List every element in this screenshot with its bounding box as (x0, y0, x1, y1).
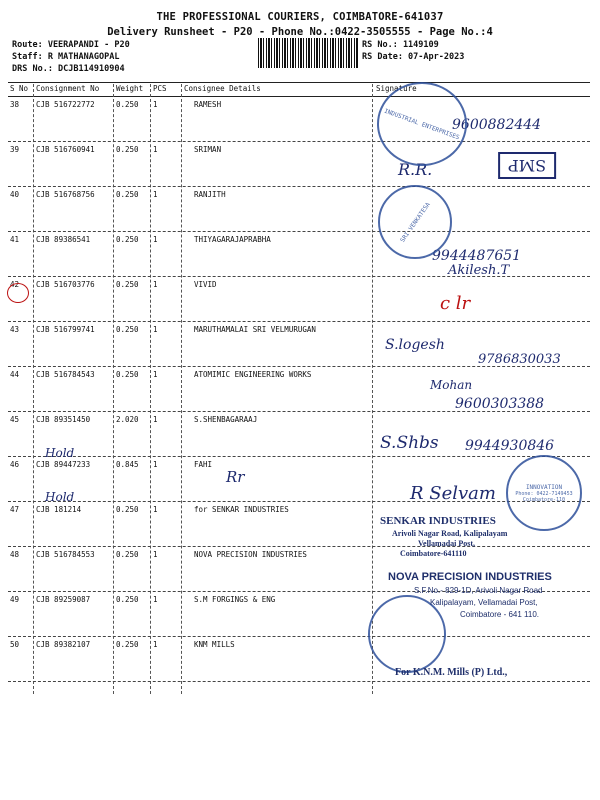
senkar-stamp-address-3: Coimbatore-641110 (400, 549, 467, 558)
row-weight: 0.250 (116, 190, 139, 199)
row-41-name: Akilesh.T (448, 263, 510, 278)
row-consignment-no: CJB 516784543 (36, 370, 95, 379)
row-consignment-no: CJB 181214 (36, 505, 82, 514)
row-weight: 0.250 (116, 550, 139, 559)
row-consignee: FAHI (194, 460, 213, 469)
row-consignment-no: CJB 516768756 (36, 190, 95, 199)
senkar-stamp-address-2: Vellamadai Post, (418, 539, 476, 548)
row-divider (8, 681, 590, 682)
row-sno: 41 (10, 235, 20, 244)
row-divider (8, 546, 590, 547)
row-consignment-no: CJB 516722772 (36, 100, 95, 109)
row-weight: 0.250 (116, 100, 139, 109)
row-divider (8, 456, 590, 457)
table-header (8, 84, 590, 96)
row-pcs: 1 (153, 505, 158, 514)
row-47-signature: R Selvam (410, 483, 496, 504)
row-consignee: for SENKAR INDUSTRIES (194, 505, 289, 514)
row-38-phone: 9600882444 (452, 117, 542, 133)
staff-label: Staff: R MATHANAGOPAL (12, 52, 120, 62)
stamp-city: Coimbatore-110 (522, 496, 566, 503)
row-weight: 0.250 (116, 370, 139, 379)
row-41-phone: 9944487651 (432, 248, 522, 264)
senkar-stamp-address-1: Arivoli Nagar Road, Kalipalayam (392, 529, 508, 538)
row-consignee: NOVA PRECISION INDUSTRIES (194, 550, 307, 559)
row-pcs: 1 (153, 370, 158, 379)
row-consignment-no: CJB 516703776 (36, 280, 95, 289)
row-sno: 40 (10, 190, 20, 199)
row-weight: 0.250 (116, 325, 139, 334)
row-weight: 0.845 (116, 460, 139, 469)
row-consignee: MARUTHAMALAI SRI VELMURUGAN (194, 325, 316, 334)
table-row (8, 190, 590, 235)
row-45-phone: 9944930846 (465, 438, 555, 454)
barcode (258, 38, 358, 68)
table-row (8, 640, 590, 685)
nova-stamp-address-2: Kalipalayam, Vellamadai Post, (430, 598, 538, 607)
row-consignee: RAMESH (194, 100, 222, 109)
row-divider (8, 501, 590, 502)
nova-stamp-address-1: S.F.No.- 829-1D, Arivoli Nagar Road (414, 586, 543, 595)
stamp-phone: Phone: 0422-7149453 (515, 490, 573, 497)
row-consignee: KNM MILLS (194, 640, 235, 649)
col-consignee: Consignee Details (184, 84, 261, 93)
knm-stamp: For K.N.M. Mills (P) Ltd., (395, 667, 508, 678)
row-pcs: 1 (153, 550, 158, 559)
industrial-enterprises-stamp (377, 82, 467, 166)
row-consignee: VIVID (194, 280, 217, 289)
row-pcs: 1 (153, 460, 158, 469)
route-label: Route: VEERAPANDI - P20 (12, 40, 130, 50)
row-pcs: 1 (153, 595, 158, 604)
row-sno: 45 (10, 415, 20, 424)
row-45-signature: S.Shbs (380, 433, 439, 453)
divider (8, 96, 590, 97)
rs-no-label: RS No.: 1149109 (362, 40, 439, 50)
drs-label: DRS No.: DCJB114910904 (12, 64, 125, 74)
col-weight: Weight (116, 84, 144, 93)
nova-stamp-address-3: Coimbatore - 641 110. (460, 610, 540, 619)
row-weight: 0.250 (116, 235, 139, 244)
row-consignee: RANJITH (194, 190, 226, 199)
row-consignment-no: CJB 89447233 (36, 460, 91, 469)
row-pcs: 1 (153, 190, 158, 199)
row-44-name: Mohan (430, 378, 473, 392)
row-pcs: 1 (153, 415, 158, 424)
row-consignee: THIYAGARAJAPRABHA (194, 235, 271, 244)
row-weight: 0.250 (116, 145, 139, 154)
sri-venkatesa-stamp (378, 185, 452, 259)
row-39-smp-mark: SMP (498, 152, 556, 179)
row-consignment-no: CJB 516760941 (36, 145, 95, 154)
row-pcs: 1 (153, 145, 158, 154)
row-consignee: S.M FORGINGS & ENG (194, 595, 276, 604)
row-sno: 49 (10, 595, 20, 604)
row-weight: 0.250 (116, 640, 139, 649)
row-sno: 43 (10, 325, 20, 334)
row-43-name: S.logesh (385, 337, 445, 353)
senkar-stamp-name: SENKAR INDUSTRIES (380, 515, 496, 527)
row-consignment-no: CJB 516784553 (36, 550, 95, 559)
rs-date-label: RS Date: 07-Apr-2023 (362, 52, 465, 62)
row-divider (8, 141, 590, 142)
row-sno: 38 (10, 100, 20, 109)
row-pcs: 1 (153, 280, 158, 289)
stamp-label: INDUSTRIAL ENTERPRISES (383, 107, 461, 141)
row-consignment-no: CJB 89386541 (36, 235, 91, 244)
row-consignee: SRIMAN (194, 145, 222, 154)
row-sno: 44 (10, 370, 20, 379)
row-divider (8, 231, 590, 232)
row-45-hold-note: Hold (45, 446, 75, 460)
row-divider (8, 186, 590, 187)
row-42-circle-mark (7, 283, 29, 303)
row-weight: 0.250 (116, 280, 139, 289)
col-consignment: Consignment No (36, 84, 100, 93)
row-divider (8, 321, 590, 322)
row-consignment-no: CJB 516799741 (36, 325, 95, 334)
table-row (8, 280, 590, 325)
row-consignment-no: CJB 89259087 (36, 595, 91, 604)
innovation-stamp (506, 455, 582, 531)
row-sno: 47 (10, 505, 20, 514)
table-row (8, 505, 590, 550)
row-weight: 0.250 (116, 595, 139, 604)
row-43-phone: 9786830033 (478, 352, 561, 367)
row-pcs: 1 (153, 100, 158, 109)
row-divider (8, 636, 590, 637)
row-44-phone: 9600303388 (455, 396, 545, 412)
row-consignment-no: CJB 89351450 (36, 415, 91, 424)
row-consignee: ATOMIMIC ENGINEERING WORKS (194, 370, 312, 379)
col-pcs: PCS (153, 84, 167, 93)
col-signature: Signature (376, 84, 417, 93)
page-title: THE PROFESSIONAL COURIERS, COIMBATORE-641037 (156, 11, 444, 23)
row-pcs: 1 (153, 235, 158, 244)
row-weight: 0.250 (116, 505, 139, 514)
row-sno: 50 (10, 640, 20, 649)
row-46-hold-note: Hold (45, 490, 75, 504)
divider (8, 82, 590, 83)
row-42-mark: c lr (440, 293, 471, 314)
row-sno: 39 (10, 145, 20, 154)
row-sno: 46 (10, 460, 20, 469)
row-pcs: 1 (153, 640, 158, 649)
row-weight: 2.020 (116, 415, 139, 424)
nova-stamp-name: NOVA PRECISION INDUSTRIES (388, 571, 552, 583)
col-sno: S No (10, 84, 29, 93)
stamp-label: SRI VENKATESA (398, 200, 432, 244)
row-sno: 42 (10, 280, 20, 289)
row-pcs: 1 (153, 325, 158, 334)
page-subtitle: Delivery Runsheet - P20 - Phone No.:0422-3505555 - Page No.:4 (107, 26, 493, 38)
row-consignee: S.SHENBAGARAAJ (194, 415, 258, 424)
stamp-label: INNOVATION (525, 483, 563, 491)
row-consignment-no: CJB 89382107 (36, 640, 91, 649)
row-39-initials: R.R. (398, 160, 433, 179)
table-row (8, 460, 590, 505)
row-46-signature: Rr (226, 468, 245, 486)
row-sno: 48 (10, 550, 20, 559)
